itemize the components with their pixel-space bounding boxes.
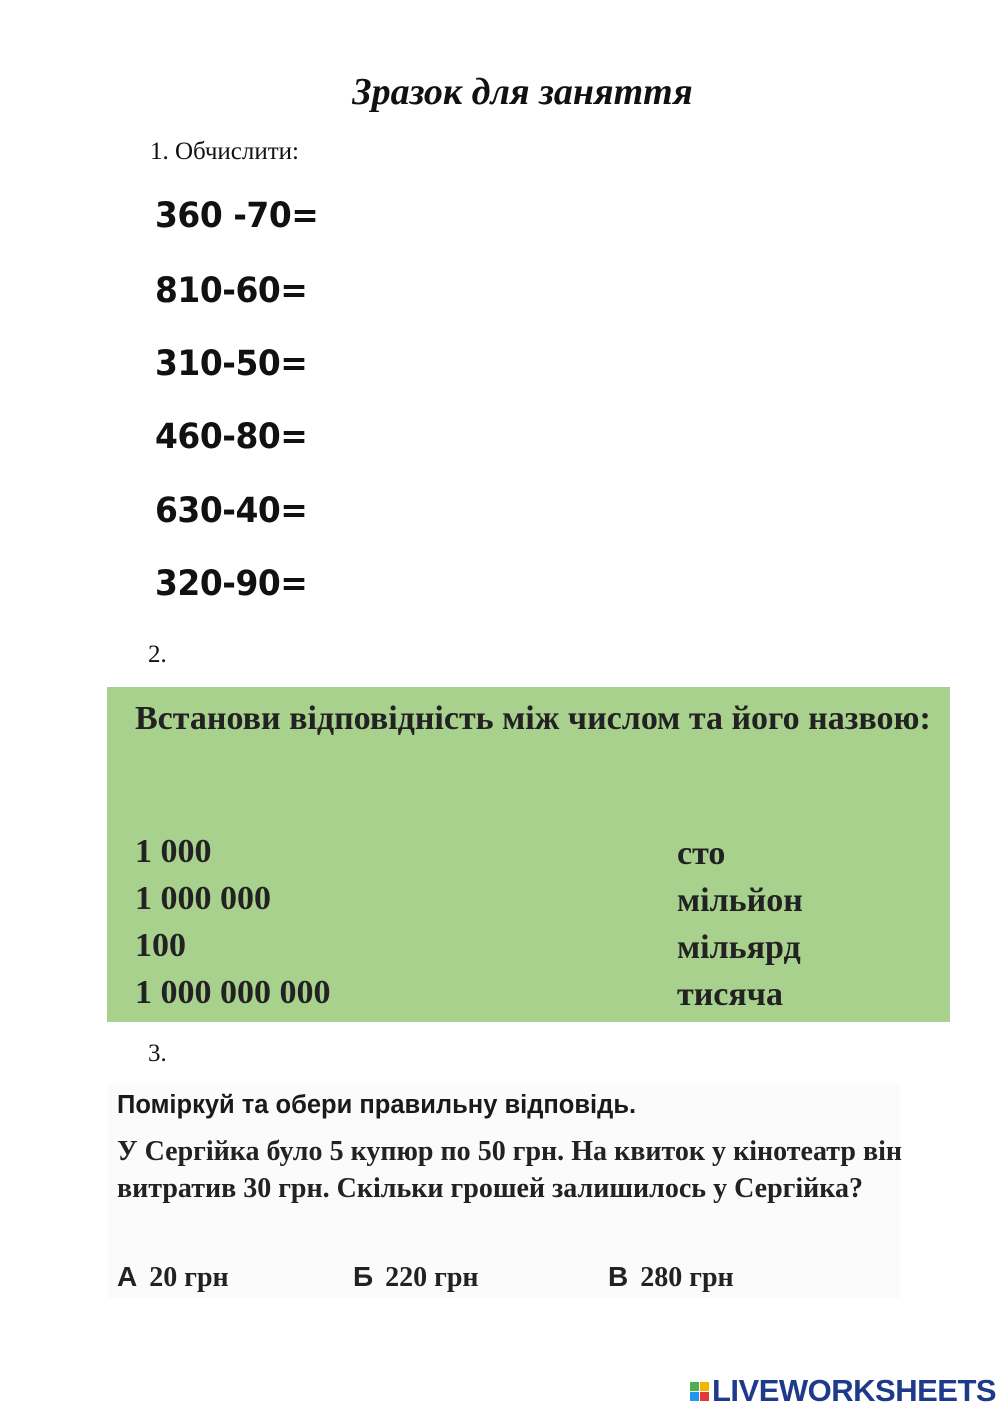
task2-label: 2. [148, 641, 167, 668]
number-item-2: 1 000 000 [135, 880, 271, 917]
matching-task-heading: Встанови відповідність між числом та його назвою: [135, 700, 931, 737]
option-letter: В [608, 1261, 629, 1292]
word-problem-text: У Сергійка було 5 купюр по 50 грн. На квиток у кінотеатр він витратив 30 грн. Скільки грошей залишилось у Сергійка? [117, 1136, 902, 1204]
option-letter: Б [353, 1261, 374, 1292]
option-value: 20 грн [149, 1262, 229, 1293]
number-item-1: 1 000 [135, 833, 212, 870]
answer-option-a [117, 1261, 229, 1294]
option-letter: А [117, 1261, 138, 1292]
page-title: Зразок для заняття [352, 71, 693, 113]
brand-text: LIVEWORKSHEETS [712, 1373, 997, 1408]
liveworksheets-brand [690, 1374, 996, 1408]
word-item-2: мільйон [677, 882, 803, 919]
word-item-4: тисяча [677, 976, 783, 1013]
number-item-4: 1 000 000 000 [135, 974, 331, 1011]
option-value: 280 грн [640, 1262, 734, 1293]
word-item-3: мільярд [677, 929, 801, 966]
expression-1: 360 -70= [155, 196, 319, 236]
expression-2: 810-60= [155, 271, 308, 311]
matching-task-box [107, 687, 950, 1022]
task1-label: 1. Обчислити: [150, 138, 299, 165]
expression-3: 310-50= [155, 344, 308, 384]
answer-option-c [608, 1261, 734, 1294]
answer-option-b [353, 1261, 479, 1294]
liveworksheets-logo-icon [690, 1382, 709, 1401]
expression-5: 630-40= [155, 491, 308, 531]
option-value: 220 грн [385, 1262, 479, 1293]
word-problem-box [108, 1083, 900, 1298]
task3-label: 3. [148, 1040, 167, 1067]
word-item-1: сто [677, 835, 726, 872]
number-item-3: 100 [135, 927, 186, 964]
expression-4: 460-80= [155, 417, 308, 457]
word-problem-heading: Поміркуй та обери правильну відповідь. [117, 1091, 637, 1119]
expression-6: 320-90= [155, 564, 308, 604]
